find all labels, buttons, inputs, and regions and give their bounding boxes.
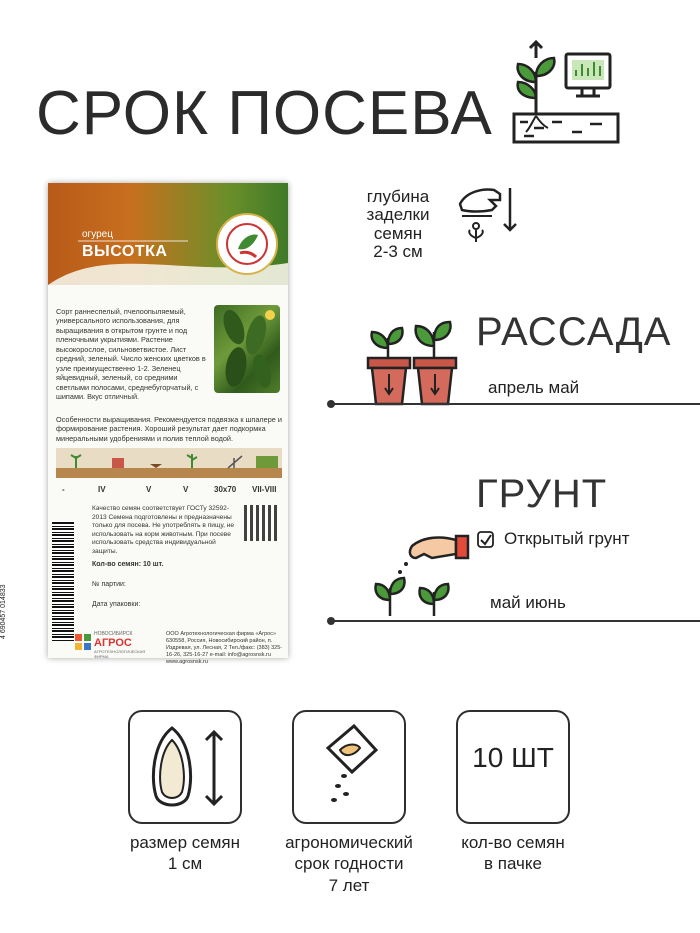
hand-planting-icon	[372, 530, 472, 622]
stage-dash: -	[62, 485, 65, 494]
caption-line: в пачке	[484, 854, 542, 874]
seedling-timeline	[331, 403, 700, 405]
seed-count-card	[456, 710, 570, 824]
seedling-months: апрель май	[488, 378, 580, 397]
caption-line: 1 см	[167, 854, 203, 874]
seed-size-caption	[112, 832, 258, 875]
depth-info	[358, 188, 438, 261]
packet-variety-type: огурец	[82, 229, 113, 240]
packet-variety-name: ВЫСОТКА	[82, 243, 168, 260]
company-address: ООО Агротехнологическая фирма «Агрос» 630558, Россия, Новосибирский район, п. Издревая, ул. Лесная, 2 Тел./факс: (383) 325-16-26, 325-16-27 e-mail: info@agrosnsk.ru www.agrosnsk.ru	[166, 631, 283, 665]
qr-code	[244, 505, 280, 541]
logo-city: НОВОСИБИРСК	[94, 631, 133, 637]
depth-line-3: семян	[373, 223, 423, 243]
depth-value: 2-3 см	[373, 242, 423, 262]
seedling-monitor-icon	[512, 36, 622, 146]
caption-line: кол-во семян	[461, 833, 565, 852]
logo-brand: АГРОС	[94, 637, 132, 649]
seed-size-card	[128, 710, 242, 824]
seed-count-value: 10 ШТ	[472, 742, 554, 773]
stage-label: VII-VIII	[252, 485, 277, 494]
caption-line: размер семян	[129, 833, 241, 852]
seed-packet-image	[0, 183, 288, 665]
checkbox-checked-icon	[476, 530, 496, 550]
shelf-life-card	[292, 710, 406, 824]
stage-label: V	[183, 485, 189, 494]
open-ground-label: Открытый грунт	[504, 529, 630, 548]
stage-label: V	[146, 485, 152, 494]
pack-date-field: Дата упаковки:	[92, 601, 141, 608]
stage-label: 30х70	[214, 485, 237, 494]
seed-count-field: Кол-во семян: 10 шт.	[92, 561, 164, 568]
hand-seed-depth-icon	[452, 180, 522, 250]
seedling-heading: РАССАДА	[476, 310, 672, 354]
barcode	[52, 521, 74, 641]
barcode-number: 4 690457 014833	[0, 584, 7, 639]
caption-line: агрономический	[285, 833, 413, 852]
agros-logo	[74, 631, 154, 659]
logo-subtitle: АГРОТЕХНОЛОГИЧЕСКАЯ ФИРМА	[94, 649, 146, 659]
seedling-pots-icon	[360, 318, 470, 408]
stage-label: IV	[98, 485, 106, 494]
growing-steps-illustration	[56, 448, 282, 478]
ground-months: май июнь	[490, 593, 566, 612]
packet-growing-tips: Особенности выращивания. Рекомендуется подвязка к шпалере и формирование растения. Хороший результат дает подкормка минеральными удобрениями и полив теплой водой.	[56, 415, 282, 443]
seed-size-icon	[130, 712, 240, 822]
seed-count-caption	[438, 832, 588, 875]
page-title: СРОК ПОСЕВА	[36, 79, 493, 148]
depth-line-1: глубина	[366, 187, 430, 206]
packet-description: Сорт раннеспелый, пчелоопыляемый, универсального использования, для выращивания в открытом грунте и под пленочными укрытиями. Растение высокорослое, сильноветвистое. Лист средний, зеленый. Число женских цветков в узле преимущественно 1-2. Зеленец яйцевидный, зеленый, со средними светлыми полосами, среднебугорчатый, с шипами. Вкус отличный.	[56, 307, 206, 402]
agros-logo-icon	[74, 633, 92, 651]
seed-packet-icon	[294, 712, 404, 822]
shelf-life-caption	[266, 832, 432, 896]
cucumber-photo	[214, 305, 280, 393]
quality-statement: Качество семян соответствует ГОСТу 32592-2013 Семена подготовлены и предназначены только для посева. Не употреблять в пищу, не использовать на корм животным. При посеве использовать средства индивидуальной защиты.	[92, 505, 235, 555]
batch-field: № партии:	[92, 581, 126, 588]
ground-heading: ГРУНТ	[476, 472, 608, 516]
packet-header	[48, 183, 288, 285]
depth-line-2: заделки	[366, 205, 430, 225]
quality-seal-icon	[216, 213, 278, 275]
ground-timeline	[331, 620, 700, 622]
caption-line: 7 лет	[328, 875, 370, 895]
caption-line: срок годности	[294, 854, 404, 874]
